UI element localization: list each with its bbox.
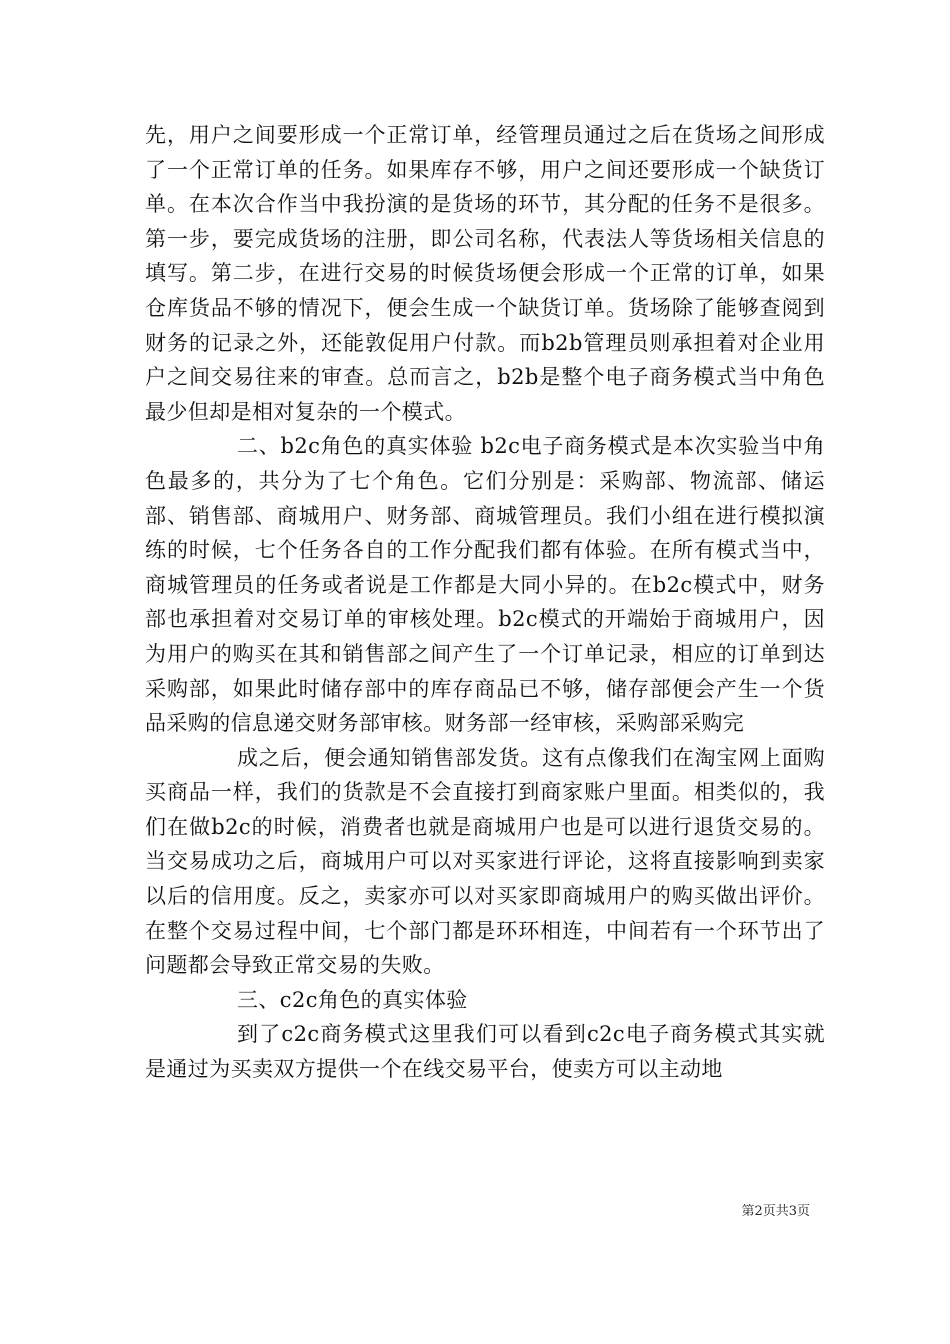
paragraph-3: 成之后，便会通知销售部发货。这有点像我们在淘宝网上面购买商品一样，我们的货款是不会直接打到商家账户里面。相类似的，我们在做b2c的时候，消费者也就是商城用户也是可以进行退货交易的。当交易成功之后，商城用户可以对买家进行评论，这将直接影响到卖家以后的信用度。反之，卖家亦可以对买家即商城用户的购买做出评价。在整个交易过程中间，七个部门都是环环相连，中间若有一个环节出了问题都会导致正常交易的失败。: [145, 745, 825, 978]
paragraph-1: 先，用户之间要形成一个正常订单，经管理员通过之后在货场之间形成了一个正常订单的任务。如果库存不够，用户之间还要形成一个缺货订单。在本次合作当中我扮演的是货场的环节，其分配的任务不是很多。第一步，要完成货场的注册，即公司名称，代表法人等货场相关信息的填写。第二步，在进行交易的时候货场便会形成一个正常的订单，如果仓库货品不够的情况下，便会生成一个缺货订单。货场除了能够查阅到财务的记录之外，还能敦促用户付款。而b2b管理员则承担着对企业用户之间交易往来的审查。总而言之，b2b是整个电子商务模式当中角色最少但却是相对复杂的一个模式。: [145, 123, 825, 424]
section-heading-c2c: 三、c2c角色的真实体验: [237, 987, 468, 1012]
document-body: [145, 118, 825, 1087]
paragraph-4: 到了c2c商务模式这里我们可以看到c2c电子商务模式其实就是通过为买卖双方提供一个在线交易平台，使卖方可以主动地: [145, 1022, 825, 1082]
paragraph-2: 二、b2c角色的真实体验 b2c电子商务模式是本次实验当中角色最多的，共分为了七个角色。它们分别是：采购部、物流部、储运部、销售部、商城用户、财务部、商城管理员。我们小组在进行模拟演练的时候，七个任务各自的工作分配我们都有体验。在所有模式当中，商城管理员的任务或者说是工作都是大同小异的。在b2c模式中，财务部也承担着对交易订单的审核处理。b2c模式的开端始于商城用户，因为用户的购买在其和销售部之间产生了一个订单记录，相应的订单到达采购部，如果此时储存部中的库存商品已不够，储存部便会产生一个货品采购的信息递交财务部审核。财务部一经审核，采购部采购完: [145, 434, 825, 736]
page-number: 第2页共3页: [741, 1204, 810, 1219]
